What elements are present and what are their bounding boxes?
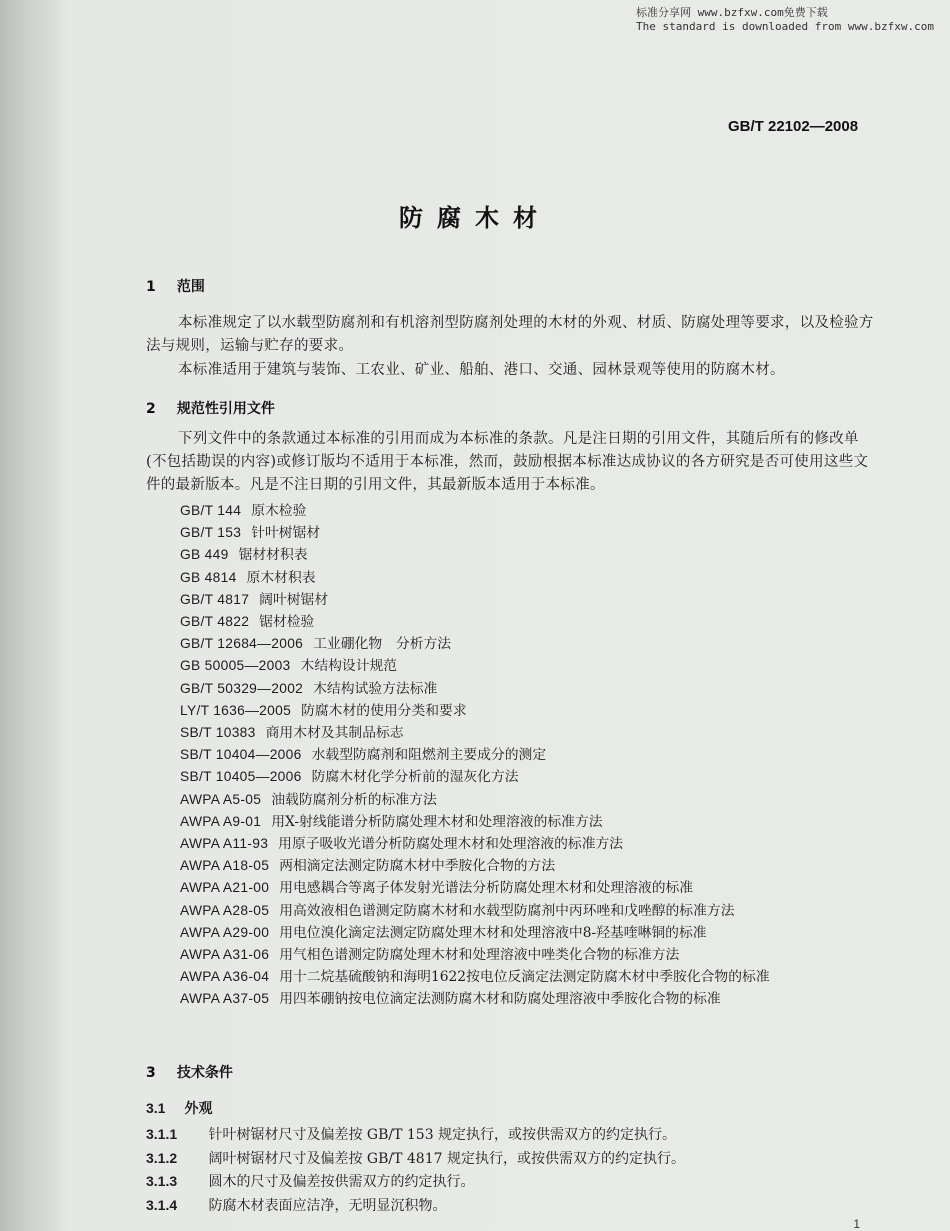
reference-item bbox=[180, 988, 770, 1010]
reference-name: 防腐木材化学分析前的湿灰化方法 bbox=[311, 769, 519, 786]
reference-name: 用高效液相色谱测定防腐木材和水载型防腐剂中丙环唑和戊唑醇的标准方法 bbox=[279, 902, 735, 919]
reference-name: 两相滴定法测定防腐木材中季胺化合物的方法 bbox=[279, 858, 556, 875]
reference-item bbox=[180, 500, 770, 522]
reference-name: 水载型防腐剂和阻燃剂主要成分的测定 bbox=[311, 747, 547, 764]
reference-item bbox=[180, 922, 770, 944]
reference-code: GB/T 12684—2006 bbox=[180, 636, 304, 652]
reference-code: SB/T 10405—2006 bbox=[180, 769, 302, 785]
reference-name: 阔叶树锯材 bbox=[259, 591, 329, 608]
subsection-3-1-heading bbox=[146, 1098, 212, 1118]
reference-code: GB 449 bbox=[180, 547, 229, 563]
reference-name: 用电感耦合等离子体发射光谱法分析防腐处理木材和处理溶液的标准 bbox=[279, 880, 694, 897]
reference-code: AWPA A31-06 bbox=[180, 947, 270, 963]
reference-name: 木结构设计规范 bbox=[300, 658, 398, 675]
reference-item bbox=[180, 633, 770, 655]
clause-text: 防腐木材表面应洁净，无明显沉积物。 bbox=[208, 1198, 447, 1214]
reference-item bbox=[180, 944, 770, 966]
subsection-title: 外观 bbox=[184, 1101, 213, 1117]
reference-code: AWPA A9-01 bbox=[180, 813, 262, 829]
reference-item bbox=[180, 766, 770, 788]
watermark-line-2: The standard is downloaded from www.bzfxw.com bbox=[635, 20, 934, 33]
reference-item bbox=[180, 722, 770, 744]
reference-code: SB/T 10404—2006 bbox=[180, 747, 302, 763]
reference-item bbox=[180, 678, 770, 700]
reference-name: 油载防腐剂分析的标准方法 bbox=[271, 791, 437, 808]
clause-number: 3.1.1 bbox=[146, 1126, 178, 1142]
reference-code: SB/T 10383 bbox=[180, 725, 256, 741]
reference-code: GB 50005—2003 bbox=[180, 658, 291, 674]
reference-name: 锯材材积表 bbox=[238, 547, 308, 564]
reference-code: AWPA A18-05 bbox=[180, 858, 270, 874]
reference-code: AWPA A36-04 bbox=[180, 969, 270, 985]
reference-name: 商用木材及其制品标志 bbox=[265, 725, 404, 742]
section-1-paragraph-1: 本标准规定了以水载型防腐剂和有机溶剂型防腐剂处理的木材的外观、材质、防腐处理等要求，以及检验方法与规则，运输与贮存的要求。 bbox=[146, 315, 874, 354]
section-2-heading bbox=[146, 398, 275, 418]
reference-name: 用原子吸收光谱分析防腐处理木材和处理溶液的标准方法 bbox=[278, 836, 624, 853]
reference-item bbox=[180, 833, 770, 855]
reference-item bbox=[180, 855, 770, 877]
clause-number: 3.1.3 bbox=[146, 1173, 178, 1189]
clause-number: 3.1.4 bbox=[146, 1197, 178, 1213]
section-title: 规范性引用文件 bbox=[176, 401, 275, 417]
subsection-number: 3.1 bbox=[146, 1100, 166, 1116]
reference-code: GB 4814 bbox=[180, 569, 237, 585]
reference-item bbox=[180, 567, 770, 589]
reference-name: 原木检验 bbox=[251, 503, 307, 519]
reference-name: 原木材积表 bbox=[246, 569, 316, 586]
reference-item bbox=[180, 544, 770, 566]
section-2-intro: 下列文件中的条款通过本标准的引用而成为本标准的条款。凡是注日期的引用文件，其随后所有的修改单(不包括勘误的内容)或修订版均不适用于本标准，然而，鼓励根据本标准达成协议的各方研究是否可使用这些文件的最新版本。凡是不注日期的引用文件，其最新版本适用于本标准。 bbox=[146, 431, 869, 493]
reference-name: 用气相色谱测定防腐处理木材和处理溶液中唑类化合物的标准方法 bbox=[279, 947, 680, 964]
reference-item bbox=[180, 811, 770, 833]
binding-shadow bbox=[0, 0, 64, 1231]
reference-code: GB/T 153 bbox=[180, 525, 242, 541]
reference-name: 用四苯硼钠按电位滴定法测防腐木材和防腐处理溶液中季胺化合物的标准 bbox=[279, 991, 721, 1008]
reference-code: AWPA A28-05 bbox=[180, 902, 270, 918]
clause-3-1-4 bbox=[146, 1195, 446, 1215]
section-1-paragraph-2: 本标准适用于建筑与装饰、工农业、矿业、船舶、港口、交通、园林景观等使用的防腐木材。 bbox=[178, 362, 785, 378]
reference-code: GB/T 50329—2002 bbox=[180, 680, 304, 696]
clause-text: 圆木的尺寸及偏差按供需双方的约定执行。 bbox=[208, 1174, 475, 1190]
reference-name: 用电位溴化滴定法测定防腐处理木材和处理溶液中8-羟基喹啉铜的标准 bbox=[279, 924, 707, 941]
reference-item bbox=[180, 789, 770, 811]
reference-code: GB/T 4817 bbox=[180, 591, 250, 607]
clause-3-1-3 bbox=[146, 1171, 474, 1191]
clause-text: 针叶树锯材尺寸及偏差按 GB/T 153 规定执行，或按供需双方的约定执行。 bbox=[208, 1127, 677, 1143]
section-1-heading bbox=[146, 276, 205, 296]
standard-number: GB/T 22102—2008 bbox=[728, 118, 859, 135]
reference-name: 用X-射线能谱分析防腐处理木材和处理溶液的标准方法 bbox=[271, 813, 603, 830]
reference-code: GB/T 144 bbox=[180, 503, 242, 518]
clause-number: 3.1.2 bbox=[146, 1150, 178, 1166]
reference-name: 锯材检验 bbox=[259, 614, 315, 631]
reference-item bbox=[180, 900, 770, 922]
reference-item bbox=[180, 966, 770, 988]
reference-item bbox=[180, 877, 770, 899]
reference-name: 工业硼化物 分析方法 bbox=[313, 636, 452, 653]
reference-code: GB/T 4822 bbox=[180, 614, 250, 630]
section-3-heading bbox=[146, 1062, 233, 1082]
reference-item bbox=[180, 744, 770, 766]
reference-name: 木结构试验方法标准 bbox=[313, 680, 438, 697]
reference-code: AWPA A29-00 bbox=[180, 924, 270, 940]
reference-code: AWPA A37-05 bbox=[180, 991, 270, 1007]
reference-item bbox=[180, 611, 770, 633]
reference-list bbox=[180, 500, 770, 1011]
reference-code: AWPA A11-93 bbox=[180, 836, 269, 852]
reference-item bbox=[180, 522, 770, 544]
section-number: 3 bbox=[146, 1065, 156, 1081]
document-title: 防腐木材 bbox=[399, 204, 551, 232]
clause-3-1-2 bbox=[146, 1148, 685, 1168]
reference-name: 针叶树锯材 bbox=[251, 525, 321, 542]
reference-item bbox=[180, 655, 770, 677]
clause-text: 阔叶树锯材尺寸及偏差按 GB/T 4817 规定执行，或按供需双方的约定执行。 bbox=[208, 1151, 685, 1167]
reference-code: AWPA A5-05 bbox=[180, 791, 262, 807]
reference-code: AWPA A21-00 bbox=[180, 880, 270, 896]
reference-name: 用十二烷基硫酸钠和海明1622按电位反滴定法测定防腐木材中季胺化合物的标准 bbox=[279, 969, 770, 986]
reference-item bbox=[180, 700, 770, 722]
reference-item bbox=[180, 589, 770, 611]
section-number: 1 bbox=[146, 279, 156, 295]
watermark-line-1: 标准分享网 www.bzfxw.com免费下载 bbox=[635, 6, 828, 19]
page-number: 1 bbox=[853, 1217, 860, 1231]
section-number: 2 bbox=[146, 401, 156, 417]
clause-3-1-1 bbox=[146, 1124, 676, 1144]
reference-name: 防腐木材的使用分类和要求 bbox=[301, 702, 467, 719]
reference-code: LY/T 1636—2005 bbox=[180, 702, 292, 718]
section-title: 技术条件 bbox=[176, 1065, 233, 1081]
watermark bbox=[636, 6, 934, 34]
section-title: 范围 bbox=[176, 279, 205, 295]
